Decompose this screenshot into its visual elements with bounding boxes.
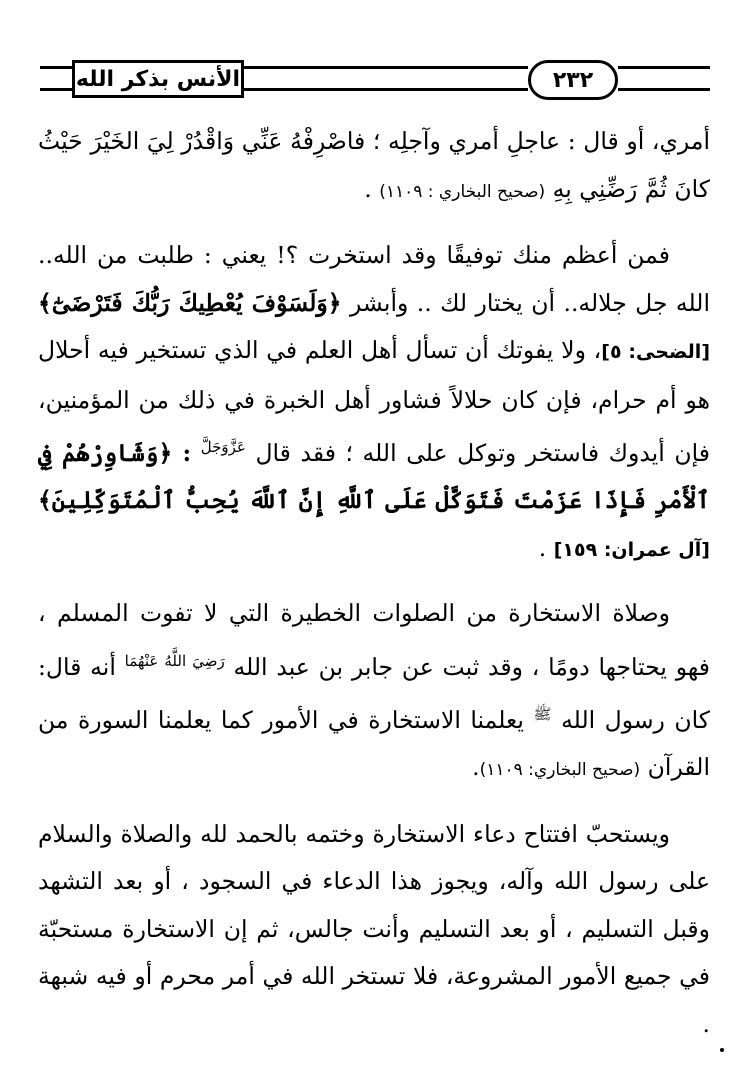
honorific-salawat: ﷺ bbox=[533, 705, 552, 724]
paragraph-4-text: ويستحبّ افتتاح دعاء الاستخارة وختمه بالحمد لله والصلاة والسلام على رسول الله وآله، ويجوز هذا الدعاء في السجود ، أو بعد التشهد وقبل التسليم ، أو بعد التسليم وأنت جالس، ثم إن الاستخارة مستحبّة في جميع الأمور المشروعة، فلا تستخر الله في أمر محرم أو فيه شبهة . bbox=[38, 819, 710, 1038]
honorific-azza-wajal: عَزَّوَجَلَّ bbox=[200, 438, 246, 456]
body-text bbox=[38, 118, 710, 1064]
paragraph-2-text-b: ، ولا يفوتك أن تسأل أهل العلم في الذي تستخير فيه أحلال هو أم حرام، فإن كان حلالاً فشاور أهل الخبرة في ذلك من المؤمنين، فإن أيدوك فاستخر وتوكل على الله ؛ فقد قال bbox=[38, 336, 710, 467]
header-rule-left-bottom bbox=[40, 88, 72, 91]
header-rule-right-top bbox=[618, 66, 710, 69]
paragraph-2-end: . bbox=[538, 533, 554, 562]
header-rule-right-bottom bbox=[618, 88, 710, 91]
paragraph-3-text-b: أنه قال: كان رسول الله bbox=[38, 652, 710, 734]
paragraph-2 bbox=[38, 232, 710, 574]
paragraph-1-text: أمري، أو قال : عاجلِ أمري وآجلِه ؛ فاصْرِفْهُ عَنِّي وَاقْدُرْ لِيَ الخَيْرَ حَيْثُ كانَ ثُمَّ رَضِّنِي بِهِ bbox=[38, 127, 710, 203]
paragraph-1 bbox=[38, 118, 710, 216]
page-mark-dot bbox=[720, 1048, 724, 1052]
quran-ref-al-imran: [آل عمران: ١٥٩] bbox=[553, 538, 710, 561]
quran-verse-al-imran: : ﴿وَشَاوِرْهُمْ فِي ٱلْأَمْرِ فَإِذَا عَزَمْتَ فَتَوَكَّلْ عَلَى ٱللَّهِ إِنَّ ٱللَّهَ يُحِبُّ ٱلْمُتَوَكِّلِينَ﴾ bbox=[38, 438, 710, 515]
header-rule-middle-bottom bbox=[244, 88, 528, 91]
paragraph-1-end: . bbox=[364, 174, 372, 203]
paragraph-1-citation: (صحيح البخاري : ١١٠٩) bbox=[379, 181, 546, 202]
paragraph-3-text-a: وصلاة الاستخارة من الصلوات الخطيرة التي لا تفوت المسلم ، فهو يحتاجها دومًا ، وقد ثبت عن جابر بن عبد الله bbox=[38, 599, 710, 681]
paragraph-3-citation: (صحيح البخاري: ١١٠٩) bbox=[479, 760, 641, 781]
honorific-radiallahu: رَضِيَ اللَّهُ عَنْهُمَا bbox=[124, 651, 225, 670]
page-header bbox=[0, 0, 743, 110]
quran-ref-duha: [الضحى: ٥] bbox=[601, 341, 711, 363]
running-title: الأنس بذكر الله bbox=[72, 60, 244, 98]
header-rule-left-top bbox=[40, 66, 72, 69]
paragraph-3 bbox=[38, 590, 710, 795]
header-rule-middle-top bbox=[244, 66, 528, 69]
paragraph-2-text-a: فمن أعظم منك توفيقًا وقد استخرت ؟! يعني : طلبت من الله.. الله جل جلاله.. أن يختار لك .. وأبشر bbox=[38, 241, 710, 317]
paragraph-4 bbox=[38, 811, 710, 1049]
paragraph-3-text-c: يعلمنا الاستخارة في الأمور كما يعلمنا السورة من القرآن bbox=[38, 705, 710, 782]
paragraph-3-end: . bbox=[472, 753, 480, 782]
page-number: ٢٣٢ bbox=[528, 60, 618, 100]
quran-verse-duha: ﴿وَلَسَوْفَ يُعْطِيكَ رَبُّكَ فَتَرْضَىٰٓ﴾ bbox=[38, 288, 342, 317]
